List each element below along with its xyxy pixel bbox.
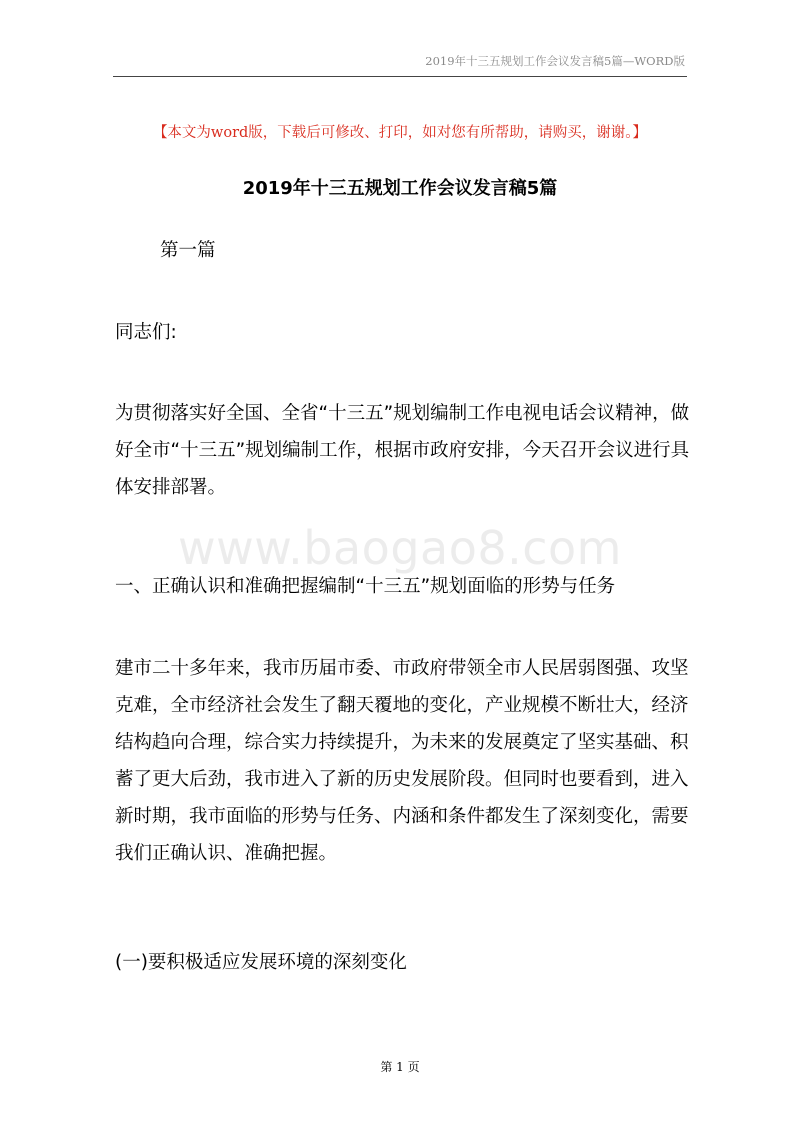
heading-section-1: 一、正确认识和准确把握编制“十三五”规划面临的形势与任务 (115, 576, 616, 597)
header-divider (113, 76, 687, 77)
subheading-1: (一)要积极适应发展环境的深刻变化 (115, 952, 407, 973)
page-number: 第 1 页 (380, 1060, 420, 1074)
paragraph-intro: 为贯彻落实好全国、全省“十三五”规划编制工作电视电话会议精神，做好全市“十三五”规划编制工作，根据市政府安排，今天召开会议进行具体安排部署。 (115, 403, 690, 498)
purchase-notice: 【本文为word版，下载后可修改、打印，如对您有所帮助，请购买，谢谢。】 (152, 125, 648, 141)
section-label-first: 第一篇 (160, 240, 216, 261)
running-header: 2019年十三五规划工作会议发言稿5篇—WORD版 (425, 54, 685, 68)
document-title: 2019年十三五规划工作会议发言稿5篇 (242, 178, 558, 199)
salutation: 同志们: (115, 322, 177, 343)
paragraph-history: 建市二十多年来，我市历届市委、市政府带领全市人民居弱图强、攻坚克难，全市经济社会发生了翻天覆地的变化，产业规模不断壮大，经济结构趋向合理，综合实力持续提升，为未来的发展奠定了坚实基础、积蓄了更大后劲，我市进入了新的历史发展阶段。但同时也要看到，进入新时期，我市面临的形势与任务、内涵和条件都发生了深刻变化，需要我们正确认识、准确把握。 (115, 658, 689, 864)
watermark: www.baogao8.com (178, 521, 622, 575)
